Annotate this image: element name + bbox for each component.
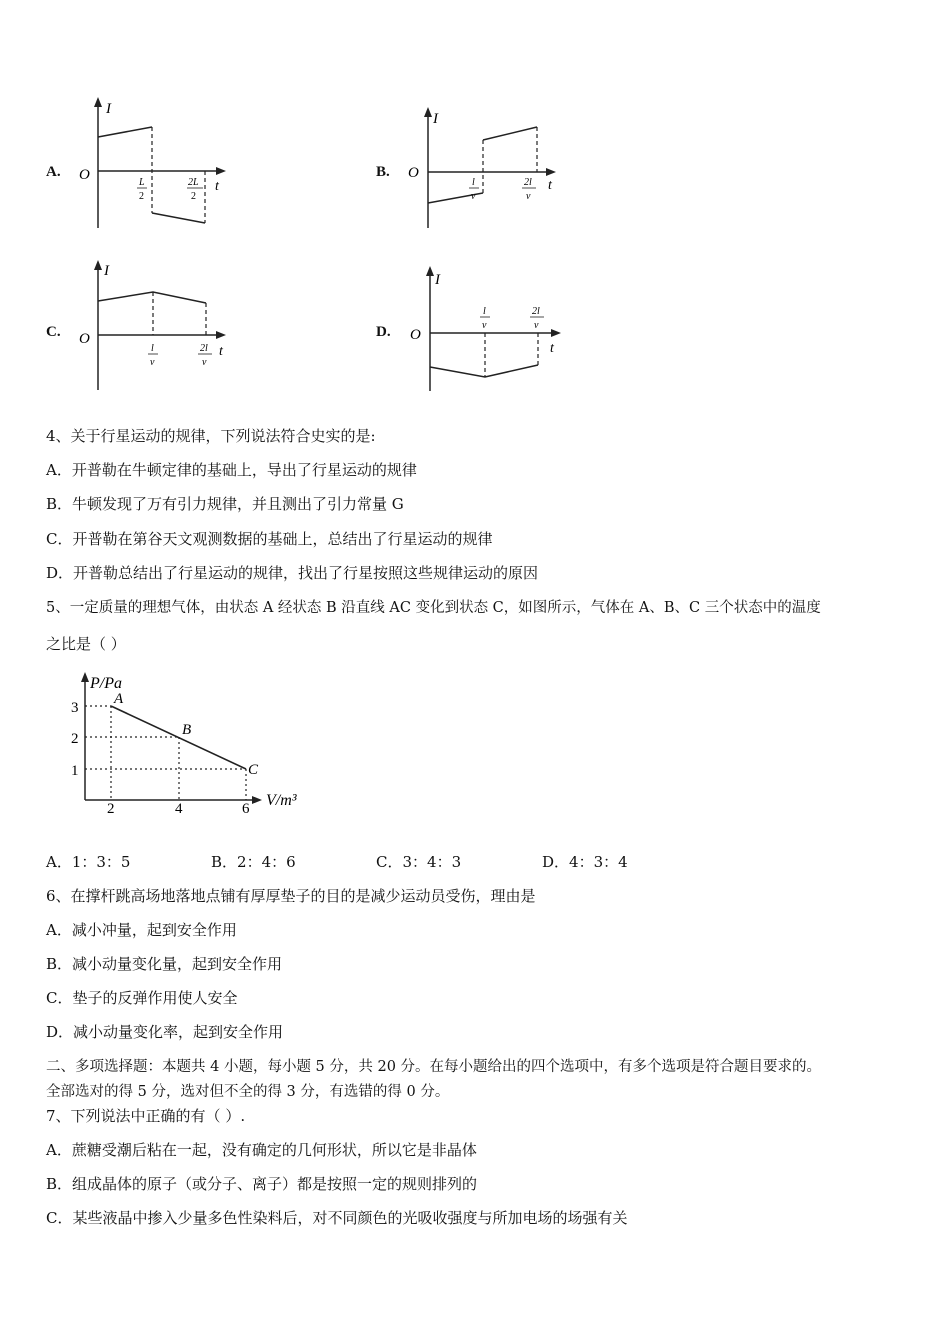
q5-choice-b: B．2：4：6 [211,853,296,871]
q5-choice-c: C．3：4：3 [376,853,462,871]
graph-c [70,258,240,393]
graph-d [400,264,570,394]
q4-option-b: B．牛顿发现了万有引力规律，并且测出了引力常量 G [46,495,404,513]
q7-option-b: B．组成晶体的原子（或分子、离子）都是按照一定的规则排列的 [46,1175,478,1193]
graph-b-tick2-num: 2l [524,177,532,188]
graph-c-origin: O [79,331,90,347]
graph-c-tick2-num: 2l [200,343,208,354]
q5-stem-line2: 之比是（ ） [46,635,126,653]
graph-d-x-label: t [550,341,554,356]
q5-choice-d: D．4：3：4 [542,853,628,871]
q7-option-c: C．某些液晶中掺入少量多色性染料后，对不同颜色的光吸收强度与所加电场的场强有关 [46,1209,628,1227]
graph-d-tick1-num: l [483,306,486,317]
q6-option-a: A．减小冲量，起到安全作用 [46,921,237,939]
q6-option-b: B．减小动量变化量，起到安全作用 [46,955,283,973]
graph-b-x-label: t [548,178,552,193]
q5-stem-line1: 5、一定质量的理想气体，由状态 A 经状态 B 沿直线 AC 变化到状态 C，如图所示，气体在 A、B、C 三个状态中的温度 [46,600,821,616]
q4-option-c: C．开普勒在第谷天文观测数据的基础上，总结出了行星运动的规律 [46,530,493,548]
q4-option-a: A．开普勒在牛顿定律的基础上，导出了行星运动的规律 [46,461,417,479]
pv-x-tick-4: 4 [175,801,183,817]
q4-stem: 4、关于行星运动的规律，下列说法符合史实的是: [46,427,376,445]
section2-instructions-line1: 二、多项选择题：本题共 4 小题，每小题 5 分，共 20 分。在每小题给出的四个选项中，有多个选项是符合题目要求的。 [46,1059,822,1075]
q7-stem: 7、下列说法中正确的有（ ）. [46,1107,246,1125]
pv-y-tick-1: 1 [71,763,79,779]
graph-a-y-label: I [106,101,111,117]
graph-a-x-label: t [215,179,219,194]
pv-y-axis-label: P/Pa [90,675,122,692]
graph-b-letter: B. [376,164,390,180]
pv-x-tick-6: 6 [242,801,250,817]
graph-a-origin: O [79,167,90,183]
graph-d-tick1-den: v [482,320,487,331]
point-c-label: C [248,762,259,778]
graph-b-tick1-den: v [471,191,476,202]
graph-b-tick1-num: l [472,177,475,188]
pv-y-tick-2: 2 [71,731,79,747]
pv-x-axis-label: V/m³ [266,792,297,809]
pv-graph [66,668,316,818]
graph-a-tick2-den: 2 [191,191,196,202]
q6-option-c: C．垫子的反弹作用使人安全 [46,989,238,1007]
graph-b-origin: O [408,165,419,181]
graph-c-y-label: I [104,263,109,279]
section2-instructions-line2: 全部选对的得 5 分，选对但不全的得 3 分，有选错的得 0 分。 [46,1084,450,1100]
graph-c-letter: C. [46,324,61,340]
q5-choices [46,851,746,873]
graph-c-tick1-num: l [151,343,154,354]
q5-choice-a: A．1：3：5 [46,853,131,871]
graph-a-letter: A. [46,164,61,180]
graph-d-letter: D. [376,324,391,340]
q6-stem: 6、在撑杆跳高场地落地点铺有厚厚垫子的目的是减少运动员受伤，理由是 [46,887,536,905]
graph-d-origin: O [410,327,421,343]
graph-a-tick1-den: 2 [139,191,144,202]
graph-d-tick2-num: 2l [532,306,540,317]
graph-a-tick1-num: L [139,177,145,188]
q4-option-d: D．开普勒总结出了行星运动的规律，找出了行星按照这些规律运动的原因 [46,564,539,582]
point-a-label: A [114,691,124,707]
graph-a [70,95,240,235]
graph-d-y-label: I [435,272,440,288]
pv-y-tick-3: 3 [71,700,79,716]
graph-c-x-label: t [219,344,223,359]
graph-b-y-label: I [433,111,438,127]
graph-a-tick2-num: 2L [188,177,199,188]
graph-c-tick1-den: v [150,357,155,368]
q7-option-a: A．蔗糖受潮后粘在一起，没有确定的几何形状，所以它是非晶体 [46,1141,477,1159]
graph-c-tick2-den: v [202,357,207,368]
point-b-label: B [182,722,192,738]
graph-b-tick2-den: v [526,191,531,202]
pv-x-tick-2: 2 [107,801,115,817]
graph-b [400,105,570,235]
graph-d-tick2-den: v [534,320,539,331]
q6-option-d: D．减小动量变化率，起到安全作用 [46,1023,284,1041]
